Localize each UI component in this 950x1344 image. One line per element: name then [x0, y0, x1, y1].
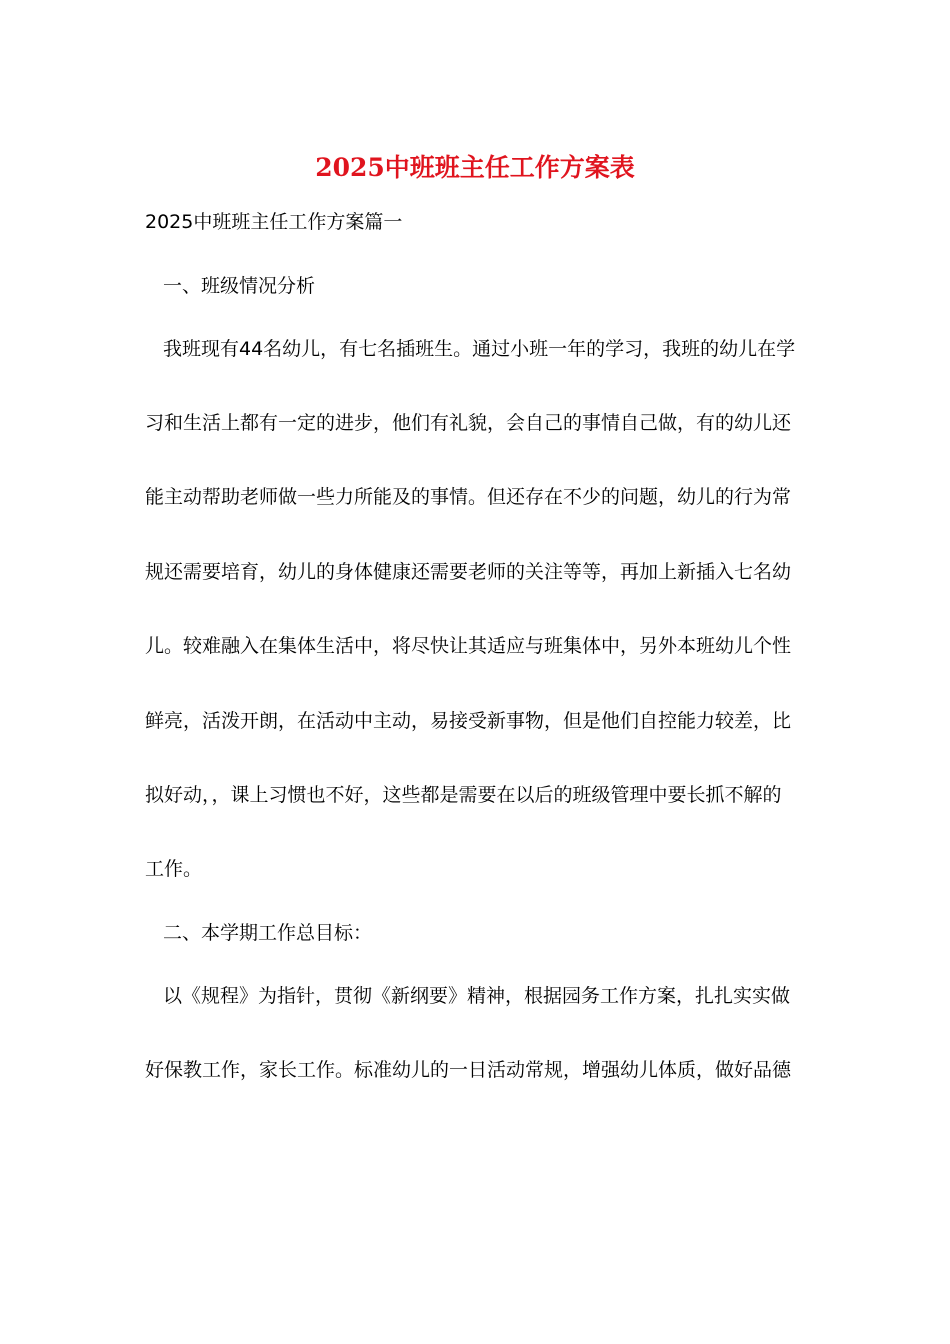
paragraph-line: 习和生活上都有一定的进步，他们有礼貌，会自己的事情自己做，有的幼儿还 — [145, 412, 792, 434]
paragraph-line: 能主动帮助老师做一些力所能及的事情。但还存在不少的问题，幼儿的行为常 — [145, 486, 792, 508]
paragraph-line: 规还需要培育，幼儿的身体健康还需要老师的关注等等，再加上新插入七名幼 — [145, 561, 792, 583]
paragraph-line: 鲜亮，活泼开朗，在活动中主动，易接受新事物，但是他们自控能力较差，比 — [145, 710, 792, 732]
paragraph-line: 儿。较难融入在集体生活中，将尽快让其适应与班集体中，另外本班幼儿个性 — [145, 635, 792, 657]
document-title: 2025中班班主任工作方案表 — [315, 153, 635, 182]
section-heading-term-goals: 二、本学期工作总目标： — [163, 922, 373, 944]
paragraph-line: 工作。 — [145, 858, 203, 880]
paragraph-line: 以《规程》为指针，贯彻《新纲要》精神，根据园务工作方案，扎扎实实做 — [163, 985, 791, 1007]
paragraph-line: 好保教工作，家长工作。标准幼儿的一日活动常规，增强幼儿体质，做好品德 — [145, 1059, 792, 1081]
document-subtitle: 2025中班班主任工作方案篇一 — [145, 211, 403, 233]
paragraph-line: 拟好动，，课上习惯也不好，这些都是需要在以后的班级管理中要长抓不解的 — [145, 784, 782, 806]
section-heading-class-analysis: 一、班级情况分析 — [163, 275, 316, 297]
paragraph-line: 我班现有44名幼儿，有七名插班生。通过小班一年的学习，我班的幼儿在学 — [163, 338, 796, 360]
